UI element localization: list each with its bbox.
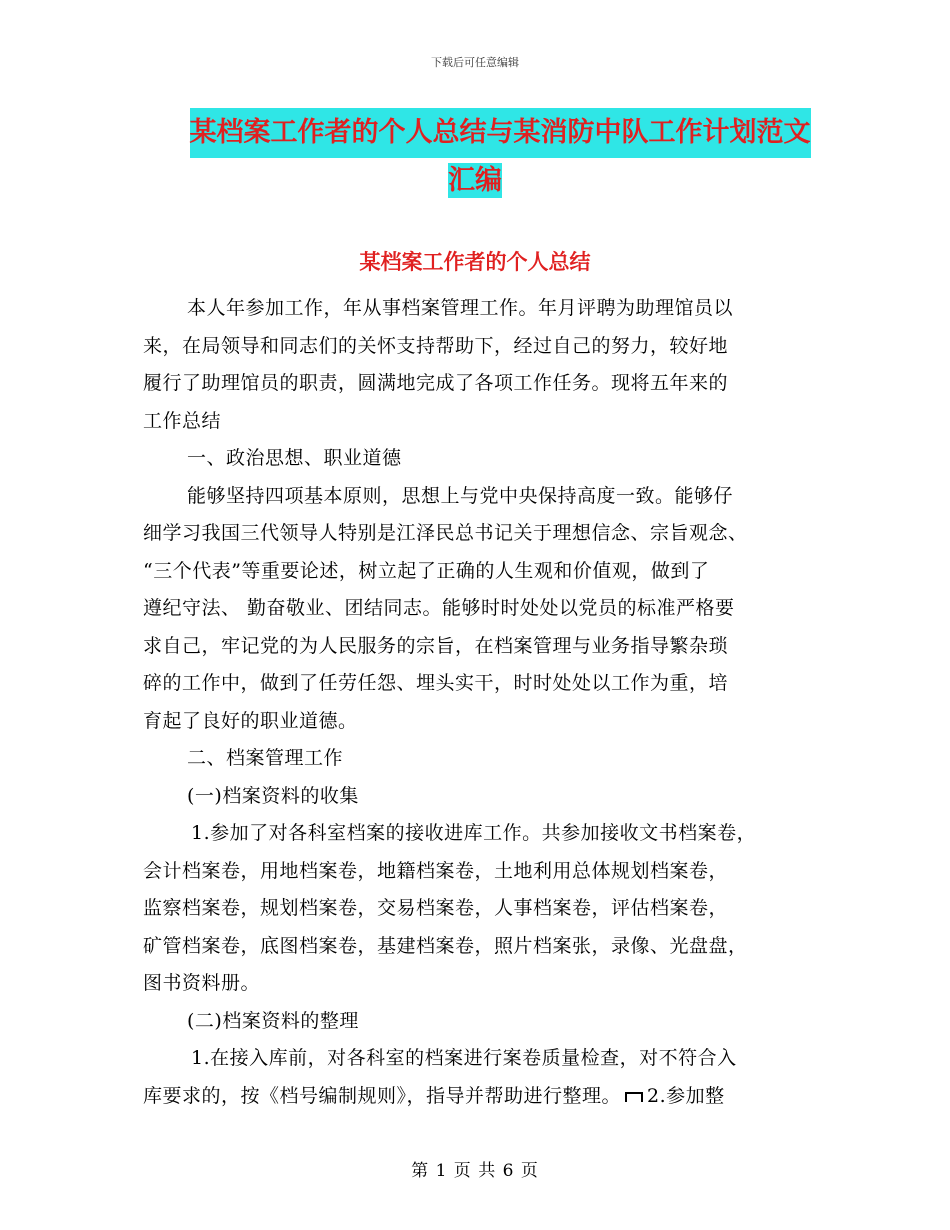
paragraph-text: 2.参加整 — [647, 1084, 725, 1107]
paragraph-line: 来，在局领导和同志们的关怀支持帮助下，经过自己的努力，较好地 — [143, 334, 729, 357]
paragraph-line: 1.在接入库前，对各科室的档案进行案卷质量检查，对不符合入 — [191, 1047, 737, 1069]
subsection-heading: (二)档案资料的整理 — [187, 1009, 359, 1032]
paragraph-line: 育起了良好的职业道德。 — [143, 709, 358, 732]
paragraph-line: 矿管档案卷，底图档案卷，基建档案卷，照片档案张，录像、光盘盘， — [143, 934, 748, 957]
paragraph-line: 求自己，牢记党的为人民服务的宗旨，在档案管理与业务指导繁杂琐 — [143, 634, 729, 657]
paragraph-line: 履行了助理馆员的职责，圆满地完成了各项工作任务。现将五年来的 — [143, 372, 729, 394]
title-line-1: 某档案工作者的个人总结与某消防中队工作计划范文 — [190, 108, 811, 158]
paragraph-line: 能够坚持四项基本原则，思想上与党中央保持高度一致。能够仔 — [187, 484, 734, 507]
paragraph-line: 遵纪守法、 勤奋敬业、团结同志。能够时时处处以党员的标准严格要 — [143, 597, 735, 619]
paragraph-line: “三个代表”等重要论述，树立起了正确的人生观和价值观，做到了 — [143, 559, 710, 582]
section-heading: 一、政治思想、职业道德 — [187, 447, 402, 469]
section-heading: 二、档案管理工作 — [187, 747, 344, 769]
paragraph-line: 1.参加了对各科室档案的接收进库工作。共参加接收文书档案卷， — [191, 822, 757, 844]
title-line-2: 汇编 — [448, 165, 502, 196]
paragraph-line: 本人年参加工作，年从事档案管理工作。年月评聘为助理馆员以 — [187, 297, 734, 319]
paragraph-line: 工作总结 — [143, 409, 222, 432]
page-footer: 第 1 页 共 6 页 — [411, 1161, 539, 1181]
subsection-heading: (一)档案资料的收集 — [187, 784, 359, 807]
paragraph-line — [143, 1078, 725, 1116]
paragraph-line: 碎的工作中，做到了任劳任怨、埋头实干，时时处处以工作为重，培 — [143, 672, 729, 694]
paragraph-line: 细学习我国三代领导人特别是江泽民总书记关于理想信念、宗旨观念、 — [143, 522, 748, 544]
document-title — [0, 108, 950, 204]
paragraph-text: 库要求的，按《档号编制规则》，指导并帮助进行整理。 — [143, 1084, 622, 1107]
header-note: 下载后可任意编辑 — [431, 56, 519, 69]
bracket-mark-icon — [625, 1092, 643, 1102]
paragraph-line: 会计档案卷，用地档案卷，地籍档案卷，土地利用总体规划档案卷， — [143, 859, 729, 882]
paragraph-line: 图书资料册。 — [143, 972, 261, 994]
paragraph-line: 监察档案卷，规划档案卷，交易档案卷，人事档案卷，评估档案卷， — [143, 897, 729, 919]
section-title: 某档案工作者的个人总结 — [359, 249, 591, 274]
